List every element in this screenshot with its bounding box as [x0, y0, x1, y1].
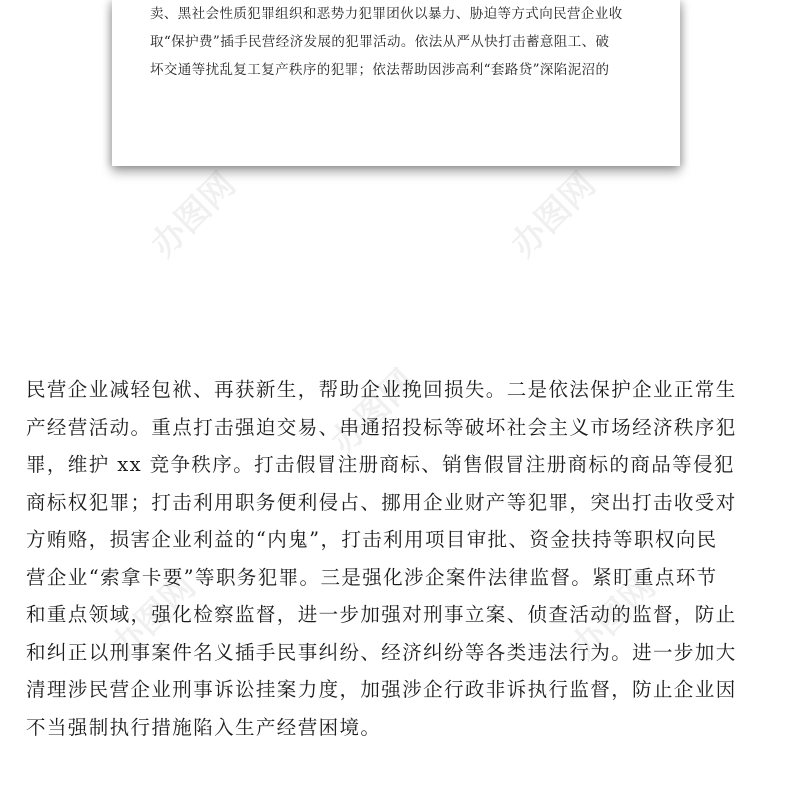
document-page-card: [112, 0, 680, 166]
card-text: [150, 0, 650, 84]
body-line: 和纠正以刑事案件名义插手民事纠纷、经济纠纷等各类违法行为。进一步加大: [26, 640, 737, 664]
body-line: 清理涉民营企业刑事诉讼挂案力度，加强涉企行政非诉执行监督，防止企业因: [26, 678, 737, 701]
body-line: 商标权犯罪；打击利用职务便利侵占、挪用企业财产等犯罪，突出打击收受对: [26, 490, 737, 514]
watermark: 办图网: [103, 566, 204, 668]
body-line: 和重点领域，强化检察监督，进一步加强对刑事立案、侦查活动的监督，防止: [26, 603, 737, 626]
body-line: 产经营活动。重点打击强迫交易、串通招投标等破坏社会主义市场经济秩序犯: [26, 415, 737, 439]
body-line: 营企业“索拿卡要”等职务犯罪。三是强化涉企案件法律监督。紧盯重点环节: [26, 565, 718, 589]
body-paragraph: [26, 371, 776, 746]
body-line: 民营企业减轻包袱、再获新生，帮助企业挽回损失。二是依法保护企业正常生: [26, 378, 737, 401]
watermark: 办图网: [323, 361, 424, 463]
watermark: 办图网: [503, 164, 604, 266]
watermark: 办图网: [143, 164, 244, 266]
body-line: 方贿赂，损害企业利益的“内鬼”，打击利用项目审批、资金扶持等职权向民: [26, 528, 718, 551]
card-line: 取“保护费”插手民营经济发展的犯罪活动。依法从严从快打击蓄意阻工、破: [150, 34, 610, 50]
card-line: 卖、黑社会性质犯罪组织和恶势力犯罪团伙以暴力、胁迫等方式向民营企业收: [150, 6, 623, 22]
watermark: 办图网: [563, 566, 664, 668]
body-line: 不当强制执行措施陷入生产经营困境。: [26, 715, 382, 739]
card-line: 坏交通等扰乱复工复产秩序的犯罪；依法帮助因涉高利“套路贷”深陷泥沼的: [150, 62, 610, 78]
body-line: 罪，维护 xx 竞争秩序。打击假冒注册商标、销售假冒注册商标的商品等侵犯: [26, 453, 735, 476]
